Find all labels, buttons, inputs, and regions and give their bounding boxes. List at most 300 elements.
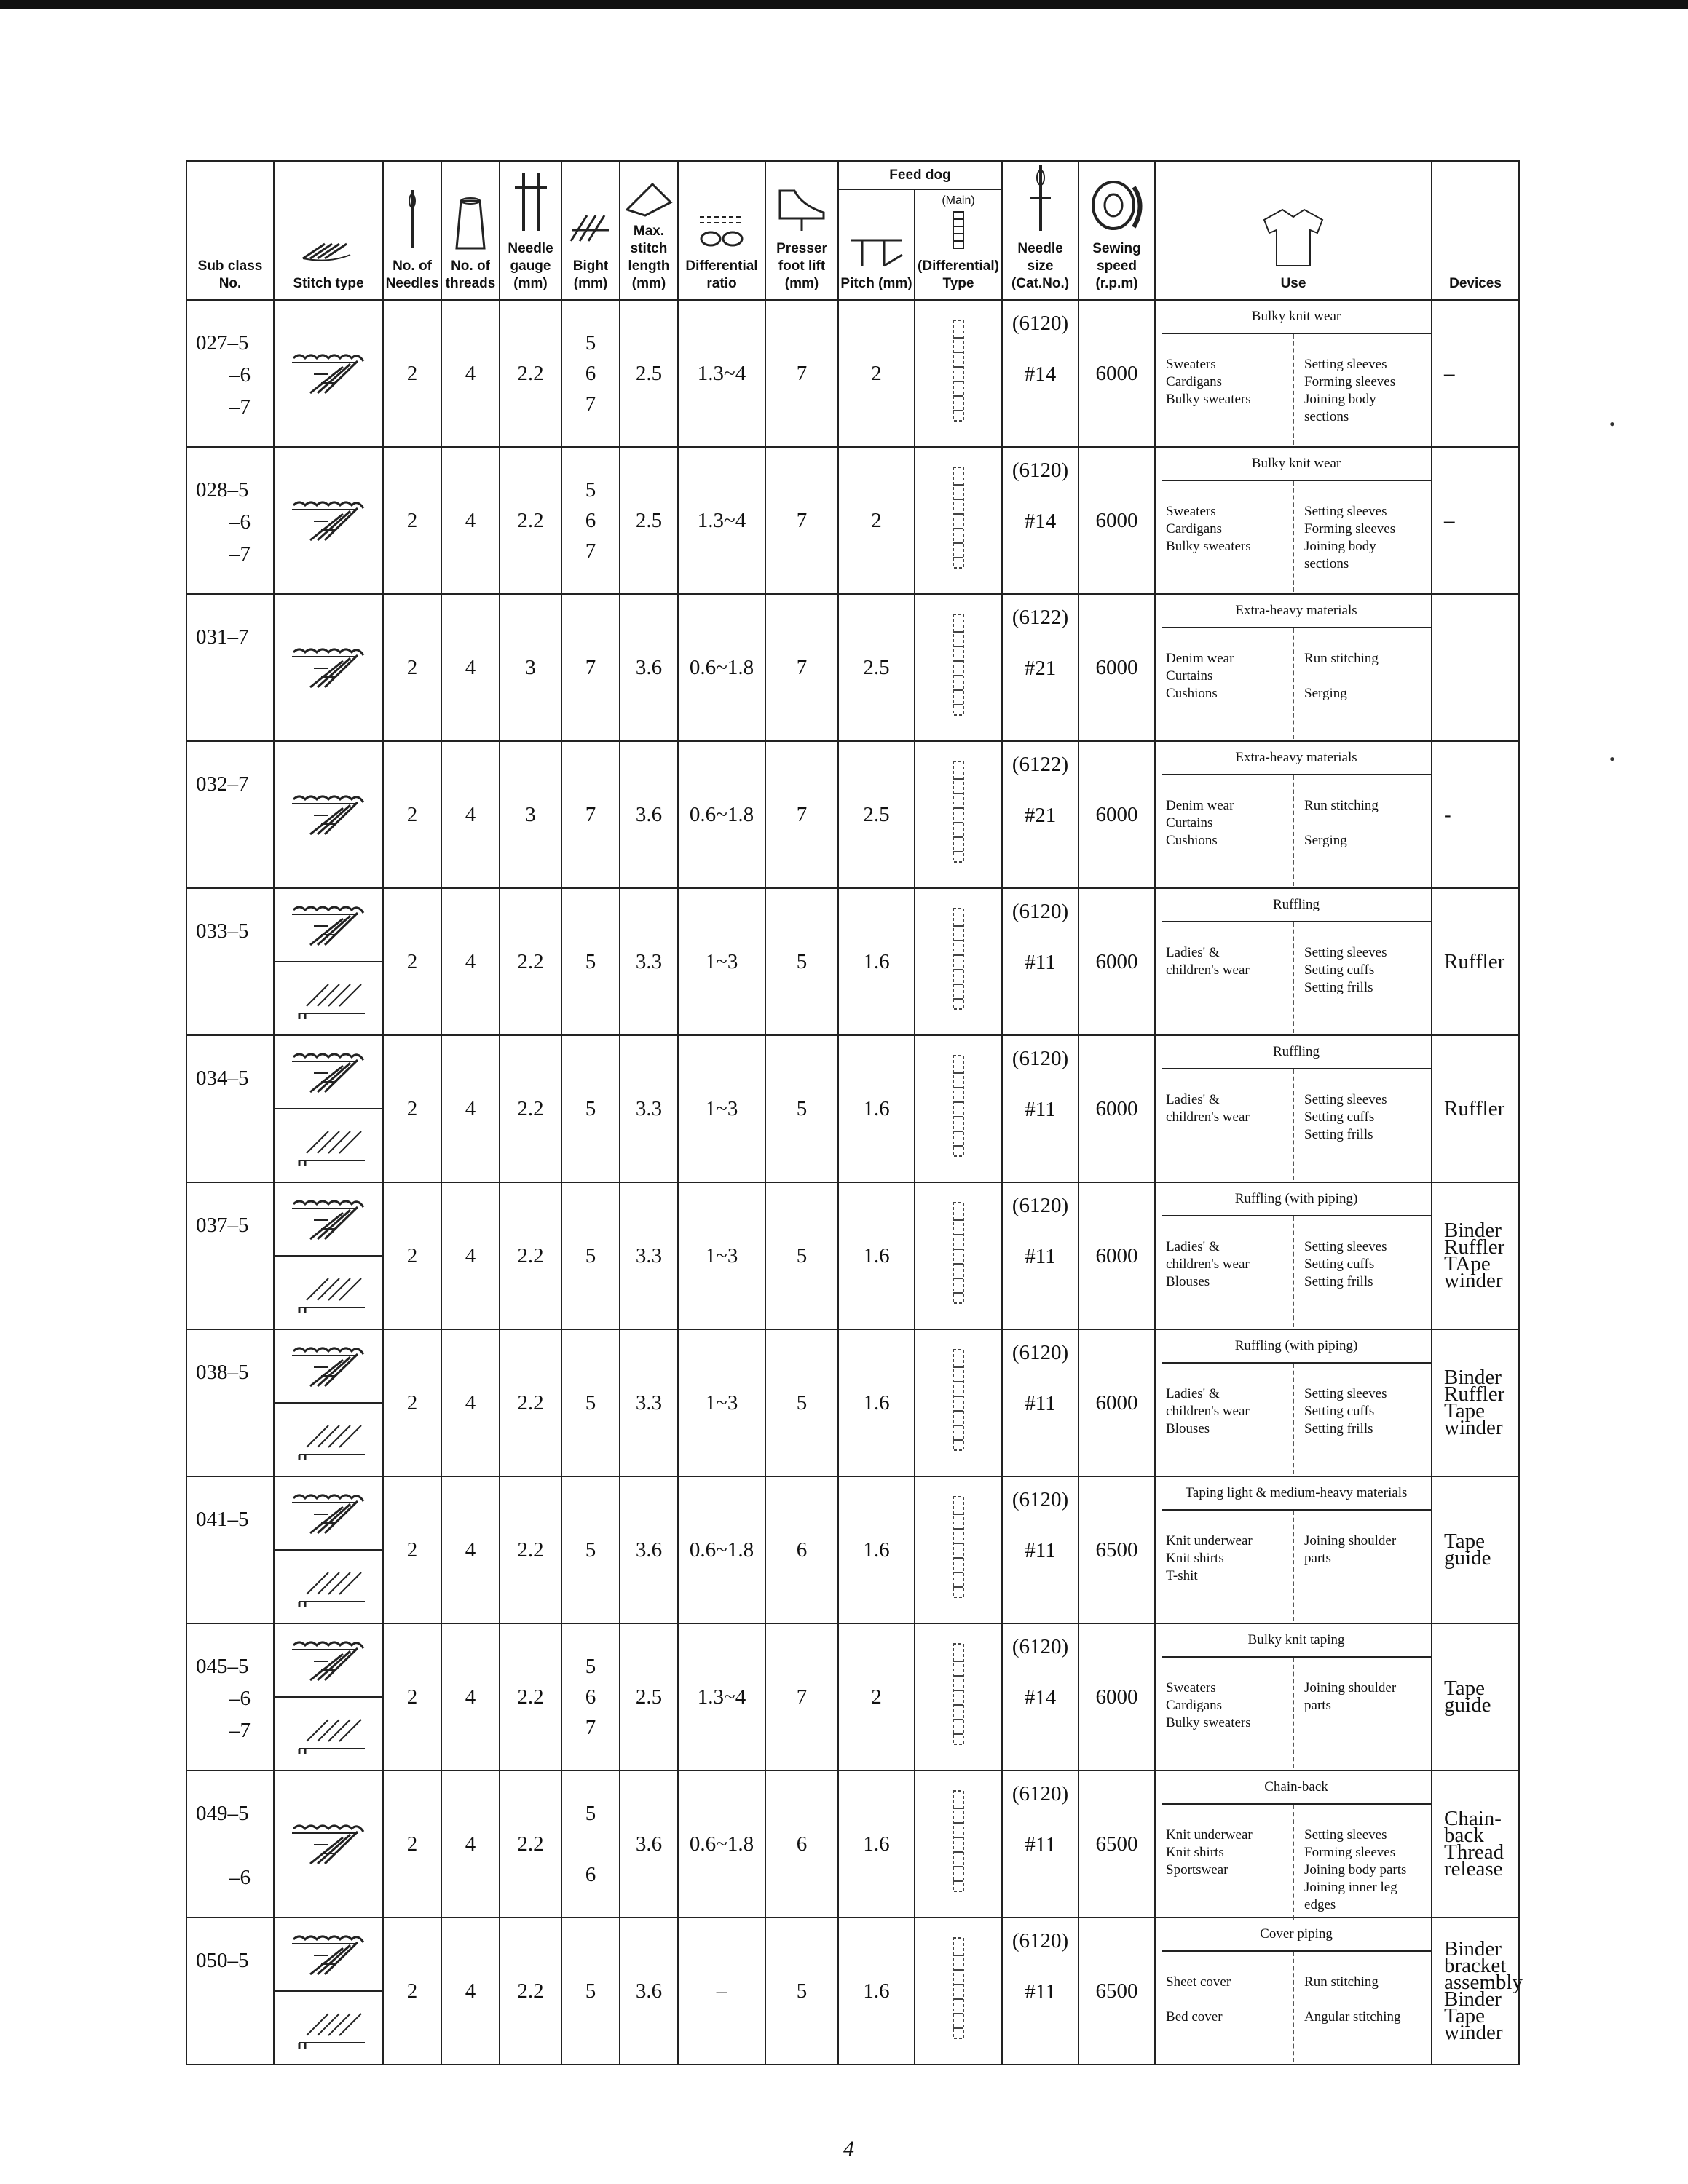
pitch-cell: 1.6 xyxy=(838,1770,915,1918)
stitch-diagram-icon xyxy=(275,1330,382,1402)
stitch-diagram-icon xyxy=(275,1477,382,1549)
pitch-cell: 2 xyxy=(838,1623,915,1770)
subclass-cell xyxy=(186,594,274,741)
use-garment: children's wear xyxy=(1166,1257,1250,1273)
use-title: Bulky knit taping xyxy=(1162,1624,1431,1658)
use-operation xyxy=(1304,668,1425,685)
feed-dog-diagram-icon xyxy=(947,1787,969,1896)
col-use-label: Use xyxy=(1280,275,1306,291)
feed-dog-type-icon xyxy=(950,208,967,252)
use-operations xyxy=(1293,1658,1431,1768)
attachment-diagram-icon xyxy=(275,1549,382,1623)
page-number: 4 xyxy=(843,2137,854,2161)
presser-lift-cell: 7 xyxy=(765,300,838,447)
use-operation: parts xyxy=(1304,1698,1331,1714)
subclass-number: –6 xyxy=(229,1866,251,1890)
col-use xyxy=(1155,161,1432,300)
needle-gauge-icon xyxy=(509,169,553,234)
device-name: Tape xyxy=(1444,1399,1485,1423)
use-operations xyxy=(1293,775,1431,886)
use-operations xyxy=(1293,922,1431,1033)
use-operations xyxy=(1293,334,1431,445)
bight-cell xyxy=(561,1329,620,1476)
device-name: Tape xyxy=(1444,1677,1485,1701)
attachment-diagram-icon xyxy=(275,1402,382,1476)
pitch-cell: 1.6 xyxy=(838,1035,915,1182)
subclass-number: –6 xyxy=(229,363,251,387)
col-needle-size xyxy=(1002,161,1078,300)
presser-lift-cell: 7 xyxy=(765,447,838,594)
device-name: Binder xyxy=(1444,1937,1502,1961)
device-name: Ruffler xyxy=(1444,949,1505,973)
use-operation: Setting frills xyxy=(1304,1421,1373,1437)
stitch-length-icon xyxy=(623,173,674,217)
stitch-type-cell xyxy=(274,1476,383,1623)
pitch-cell: 2 xyxy=(838,300,915,447)
stitch-type-cell xyxy=(274,741,383,888)
use-garment: Knit shirts xyxy=(1166,1551,1224,1567)
use-operation: Serging xyxy=(1304,833,1347,849)
use-garments xyxy=(1156,922,1293,1033)
stitch-diagram-icon xyxy=(275,889,382,961)
use-garments xyxy=(1156,1511,1293,1621)
device-name: release xyxy=(1444,1857,1503,1881)
col-presser xyxy=(765,161,838,300)
needle-size-cell xyxy=(1002,1770,1078,1918)
col-pitch-label: Pitch (mm) xyxy=(840,275,912,291)
needle-size-no: #14 xyxy=(1024,510,1057,534)
use-garment xyxy=(1166,1991,1287,2009)
sewing-speed-cell: 6000 xyxy=(1078,300,1155,447)
device-name: back xyxy=(1444,1824,1484,1848)
use-garment: Blouses xyxy=(1166,1274,1210,1290)
stitch-diagram-icon xyxy=(275,742,382,887)
use-operation: Setting sleeves xyxy=(1304,504,1387,520)
stitch-diagram-icon xyxy=(275,448,382,593)
devices-cell xyxy=(1432,1329,1519,1476)
gauge-cell: 2.2 xyxy=(500,1623,561,1770)
sewing-speed-cell: 6000 xyxy=(1078,1623,1155,1770)
use-title: Extra-heavy materials xyxy=(1162,742,1431,775)
feed-dog-type-cell xyxy=(915,741,1002,888)
subclass-cell xyxy=(186,1770,274,1918)
col-threads xyxy=(441,161,500,300)
device-name: Ruffler xyxy=(1444,1382,1505,1406)
col-needle-size-label: Needle size (Cat.No.) xyxy=(1011,241,1070,291)
differential-cell: 1.3~4 xyxy=(678,447,765,594)
feed-dog-pitch-icon xyxy=(848,233,906,269)
needle-catalog-no: (6122) xyxy=(1011,753,1069,777)
use-title: Ruffling (with piping) xyxy=(1162,1183,1431,1216)
subclass-number: 034–5 xyxy=(196,1067,249,1091)
subclass-cell xyxy=(186,1329,274,1476)
table-row xyxy=(186,888,1519,1035)
use-garment: Bulky sweaters xyxy=(1166,1715,1251,1731)
presser-lift-cell: 7 xyxy=(765,594,838,741)
use-operation: Run stitching xyxy=(1304,1974,1379,1990)
feed-dog-type-cell xyxy=(915,1770,1002,1918)
col-sewing-speed xyxy=(1078,161,1155,300)
use-operation: Run stitching xyxy=(1304,798,1379,814)
bight-value: 6 xyxy=(585,509,596,533)
needle-catalog-no: (6120) xyxy=(1011,312,1069,336)
subclass-number: 033–5 xyxy=(196,919,249,943)
subclass-number: 041–5 xyxy=(196,1508,249,1532)
use-operations xyxy=(1293,1952,1431,2062)
presser-lift-cell: 7 xyxy=(765,741,838,888)
table-row xyxy=(186,1329,1519,1476)
threads-cell: 4 xyxy=(441,1476,500,1623)
feed-dog-diagram-icon xyxy=(947,316,969,425)
needle-catalog-no: (6120) xyxy=(1011,900,1069,924)
feed-dog-diagram-icon xyxy=(947,1051,969,1160)
col-pitch xyxy=(838,189,915,300)
max-stitch-cell: 3.6 xyxy=(620,1770,678,1918)
table-row xyxy=(186,1770,1519,1918)
threads-cell: 4 xyxy=(441,1623,500,1770)
threads-cell: 4 xyxy=(441,1770,500,1918)
feed-dog-diagram-icon xyxy=(947,463,969,572)
use-garment: Sheet cover xyxy=(1166,1974,1231,1990)
feed-dog-diagram-icon xyxy=(947,1639,969,1749)
use-title: Ruffling xyxy=(1162,1036,1431,1069)
use-garment: Sweaters xyxy=(1166,1680,1216,1696)
needle-size-no: #11 xyxy=(1025,1833,1056,1857)
table-row xyxy=(186,1623,1519,1770)
needle-catalog-no: (6120) xyxy=(1011,1782,1069,1806)
stitch-type-cell xyxy=(274,1623,383,1770)
gauge-cell: 2.2 xyxy=(500,300,561,447)
subclass-number: 045–5 xyxy=(196,1655,249,1679)
col-feed-dog: Feed dog xyxy=(838,161,1002,189)
gauge-cell: 3 xyxy=(500,741,561,888)
bight-cell xyxy=(561,300,620,447)
needle-size-no: #14 xyxy=(1024,1686,1057,1710)
needle-size-cell xyxy=(1002,1035,1078,1182)
presser-foot-icon xyxy=(773,183,831,234)
use-operations xyxy=(1293,1805,1431,1920)
subclass-number: 031–7 xyxy=(196,625,249,649)
bight-value: 5 xyxy=(585,1979,596,2003)
threads-cell: 4 xyxy=(441,741,500,888)
presser-lift-cell: 6 xyxy=(765,1770,838,1918)
threads-cell: 4 xyxy=(441,1918,500,2065)
needle-size-cell xyxy=(1002,1329,1078,1476)
feed-dog-type-cell xyxy=(915,300,1002,447)
bight-value: 5 xyxy=(585,331,596,355)
device-name: Binder xyxy=(1444,1366,1502,1390)
use-operation: Setting sleeves xyxy=(1304,945,1387,961)
use-garments xyxy=(1156,334,1293,445)
device-name: Chain- xyxy=(1444,1807,1502,1831)
table-row xyxy=(186,1476,1519,1623)
use-cell xyxy=(1155,447,1432,594)
attachment-diagram-icon xyxy=(275,1108,382,1182)
needle-size-no: #21 xyxy=(1024,657,1057,681)
use-operation: sections xyxy=(1304,556,1349,572)
use-garment: Curtains xyxy=(1166,668,1213,684)
subclass-number: 049–5 xyxy=(196,1802,249,1826)
use-operation xyxy=(1304,815,1425,832)
col-type xyxy=(915,189,1002,300)
threads-cell: 4 xyxy=(441,1035,500,1182)
needles-cell: 2 xyxy=(383,1476,441,1623)
max-stitch-cell: 2.5 xyxy=(620,1623,678,1770)
margin-mark: • xyxy=(1609,415,1615,433)
stitch-type-cell xyxy=(274,1329,383,1476)
needles-cell: 2 xyxy=(383,1182,441,1329)
presser-lift-cell: 6 xyxy=(765,1476,838,1623)
subclass-cell xyxy=(186,1476,274,1623)
devices-cell xyxy=(1432,741,1519,888)
use-garments xyxy=(1156,1069,1293,1180)
needle-size-cell xyxy=(1002,594,1078,741)
needle-size-cell xyxy=(1002,1182,1078,1329)
needle-size-cell xyxy=(1002,1918,1078,2065)
bight-value: 5 xyxy=(585,1244,596,1268)
devices-cell xyxy=(1432,1918,1523,2065)
subclass-number: –6 xyxy=(229,1687,251,1711)
col-max-stitch xyxy=(620,161,678,300)
feed-dog-type-cell xyxy=(915,888,1002,1035)
devices-cell xyxy=(1432,888,1519,1035)
threads-cell: 4 xyxy=(441,888,500,1035)
device-name: Binder xyxy=(1444,1219,1502,1243)
device-name: winder xyxy=(1444,2021,1503,2045)
pitch-cell: 1.6 xyxy=(838,1182,915,1329)
use-operation: Setting frills xyxy=(1304,1127,1373,1143)
devices-cell xyxy=(1432,1770,1519,1918)
needle-size-icon xyxy=(1026,162,1055,234)
use-operations xyxy=(1293,628,1431,739)
subclass-number xyxy=(196,1829,273,1861)
use-operations xyxy=(1293,1364,1431,1474)
subclass-cell xyxy=(186,1623,274,1770)
needle-size-cell xyxy=(1002,888,1078,1035)
stitch-diagram-icon xyxy=(275,301,382,446)
feed-dog-diagram-icon xyxy=(947,1345,969,1455)
max-stitch-cell: 3.3 xyxy=(620,1329,678,1476)
use-garment: Denim wear xyxy=(1166,651,1234,667)
gauge-cell: 2.2 xyxy=(500,1918,561,2065)
sewing-speed-cell: 6500 xyxy=(1078,1770,1155,1918)
use-garment: children's wear xyxy=(1166,1404,1250,1420)
needles-cell: 2 xyxy=(383,300,441,447)
feed-dog-diagram-icon xyxy=(947,757,969,866)
use-garments xyxy=(1156,1216,1293,1327)
bight-cell xyxy=(561,447,620,594)
stitch-diagram-icon xyxy=(275,1036,382,1108)
differential-cell: – xyxy=(678,1918,765,2065)
sewing-speed-cell: 6000 xyxy=(1078,594,1155,741)
use-operations xyxy=(1293,481,1431,592)
devices-cell xyxy=(1432,447,1519,594)
device-name: guide xyxy=(1444,1546,1491,1570)
feed-dog-type-cell xyxy=(915,1329,1002,1476)
bight-value: 7 xyxy=(585,803,596,827)
stitch-type-cell xyxy=(274,888,383,1035)
needle-size-no: #11 xyxy=(1025,1980,1056,2004)
subclass-number: –7 xyxy=(229,542,251,566)
bight-cell xyxy=(561,888,620,1035)
stitch-diagram-icon xyxy=(275,595,382,740)
gauge-cell: 2.2 xyxy=(500,1182,561,1329)
use-cell xyxy=(1155,1182,1432,1329)
use-garments xyxy=(1156,628,1293,739)
stitch-diagram-icon xyxy=(275,1918,382,1990)
bight-value: 6 xyxy=(585,1685,596,1709)
subclass-number: 032–7 xyxy=(196,772,249,796)
threads-cell: 4 xyxy=(441,447,500,594)
scan-top-edge xyxy=(0,0,1688,9)
stitch-type-cell xyxy=(274,594,383,741)
bight-cell xyxy=(561,741,620,888)
differential-cell: 0.6~1.8 xyxy=(678,741,765,888)
differential-cell: 1~3 xyxy=(678,888,765,1035)
bight-value: 7 xyxy=(585,1716,596,1740)
stitch-type-cell xyxy=(274,1182,383,1329)
bight-value: 6 xyxy=(585,1863,596,1887)
bight-value: 5 xyxy=(585,1391,596,1415)
use-garment: Knit shirts xyxy=(1166,1845,1224,1861)
use-operation: Forming sleeves xyxy=(1304,521,1396,537)
subclass-cell xyxy=(186,300,274,447)
bight-value: 5 xyxy=(585,950,596,974)
stitch-type-cell xyxy=(274,447,383,594)
use-operation: Setting sleeves xyxy=(1304,357,1387,373)
bight-cell xyxy=(561,1770,620,1918)
attachment-diagram-icon xyxy=(275,1255,382,1329)
use-operation: Setting cuffs xyxy=(1304,1109,1375,1125)
devices-cell xyxy=(1432,1623,1519,1770)
subclass-cell xyxy=(186,888,274,1035)
device-name: Ruffler xyxy=(1444,1235,1505,1259)
use-operation: Run stitching xyxy=(1304,651,1379,667)
presser-lift-cell: 7 xyxy=(765,1623,838,1770)
use-operation: parts xyxy=(1304,1551,1331,1567)
bight-cell xyxy=(561,1623,620,1770)
use-operation: Joining inner leg xyxy=(1304,1880,1397,1896)
differential-cell: 0.6~1.8 xyxy=(678,594,765,741)
use-title: Extra-heavy materials xyxy=(1162,595,1431,628)
device-name: Binder xyxy=(1444,1987,1502,2011)
use-garments xyxy=(1156,775,1293,886)
subclass-number: –7 xyxy=(229,1719,251,1743)
use-title: Bulky knit wear xyxy=(1162,448,1431,481)
use-garment: Cardigans xyxy=(1166,1698,1223,1714)
needle-catalog-no: (6120) xyxy=(1011,1194,1069,1218)
gauge-cell: 2.2 xyxy=(500,1035,561,1182)
use-cell xyxy=(1155,1035,1432,1182)
use-garments xyxy=(1156,1364,1293,1474)
threads-cell: 4 xyxy=(441,300,500,447)
use-cell xyxy=(1155,594,1432,741)
col-differential-label: Differential ratio xyxy=(685,258,758,291)
use-garment: Knit underwear xyxy=(1166,1827,1253,1843)
use-operation: Joining body xyxy=(1304,539,1376,555)
differential-cell: 1~3 xyxy=(678,1035,765,1182)
use-cell xyxy=(1155,888,1432,1035)
pitch-cell: 1.6 xyxy=(838,1329,915,1476)
table-row xyxy=(186,447,1519,594)
gauge-cell: 2.2 xyxy=(500,1329,561,1476)
needle-size-no: #11 xyxy=(1025,951,1056,975)
threads-cell: 4 xyxy=(441,594,500,741)
presser-lift-cell: 5 xyxy=(765,1918,838,2065)
stitch-icon xyxy=(299,226,358,269)
pitch-cell: 2 xyxy=(838,447,915,594)
subclass-number: 050–5 xyxy=(196,1949,249,1973)
use-title: Ruffling xyxy=(1162,889,1431,922)
devices-cell xyxy=(1432,1476,1519,1623)
feed-dog-type-cell xyxy=(915,594,1002,741)
col-differential xyxy=(678,161,765,300)
use-cell xyxy=(1155,300,1432,447)
table-row xyxy=(186,741,1519,888)
use-garment: children's wear xyxy=(1166,1109,1250,1125)
col-type-label: (Differential) Type xyxy=(918,258,999,291)
pitch-cell: 1.6 xyxy=(838,1918,915,2065)
col-presser-label: Presser foot lift (mm) xyxy=(776,241,827,291)
max-stitch-cell: 3.6 xyxy=(620,1918,678,2065)
col-threads-label: No. of threads xyxy=(445,258,496,291)
device-name: Thread xyxy=(1444,1840,1504,1864)
needle-size-cell xyxy=(1002,447,1078,594)
differential-feed-icon xyxy=(693,208,751,252)
use-garment: children's wear xyxy=(1166,962,1250,978)
subclass-cell xyxy=(186,1918,274,2065)
subclass-number: –6 xyxy=(229,510,251,534)
attachment-diagram-icon xyxy=(275,1990,382,2064)
use-operation: Setting sleeves xyxy=(1304,1239,1387,1255)
devices-cell xyxy=(1432,1182,1519,1329)
feed-dog-diagram-icon xyxy=(947,610,969,719)
use-operation: Joining body parts xyxy=(1304,1862,1407,1878)
use-garment: Ladies' & xyxy=(1166,945,1220,961)
bight-value: 7 xyxy=(585,392,596,416)
differential-cell: 1~3 xyxy=(678,1329,765,1476)
bight-value: 5 xyxy=(585,478,596,502)
max-stitch-cell: 3.3 xyxy=(620,1182,678,1329)
bight-cell xyxy=(561,1476,620,1623)
devices-cell xyxy=(1432,300,1519,447)
bight-value: 7 xyxy=(585,656,596,680)
bight-cell xyxy=(561,594,620,741)
use-operation: Setting frills xyxy=(1304,980,1373,996)
presser-lift-cell: 5 xyxy=(765,888,838,1035)
needles-cell: 2 xyxy=(383,447,441,594)
col-needles xyxy=(383,161,441,300)
use-garment: Curtains xyxy=(1166,815,1213,831)
needle-catalog-no: (6120) xyxy=(1011,1929,1069,1953)
device-name: – xyxy=(1444,361,1455,385)
devices-cell xyxy=(1432,1035,1519,1182)
sewing-speed-cell: 6000 xyxy=(1078,1182,1155,1329)
use-operation: sections xyxy=(1304,409,1349,425)
differential-cell: 1~3 xyxy=(678,1182,765,1329)
use-garment: Cardigans xyxy=(1166,374,1223,390)
attachment-diagram-icon xyxy=(275,1696,382,1770)
bight-value: 5 xyxy=(585,1802,596,1826)
use-garment: Sweaters xyxy=(1166,504,1216,520)
motor-pulley-icon xyxy=(1084,176,1150,234)
use-operation: Setting cuffs xyxy=(1304,1404,1375,1420)
feed-dog-type-cell xyxy=(915,1182,1002,1329)
col-bight-label: Bight (mm) xyxy=(572,258,609,291)
needle-size-no: #11 xyxy=(1025,1098,1056,1122)
differential-cell: 0.6~1.8 xyxy=(678,1770,765,1918)
use-garment: Cushions xyxy=(1166,833,1218,849)
